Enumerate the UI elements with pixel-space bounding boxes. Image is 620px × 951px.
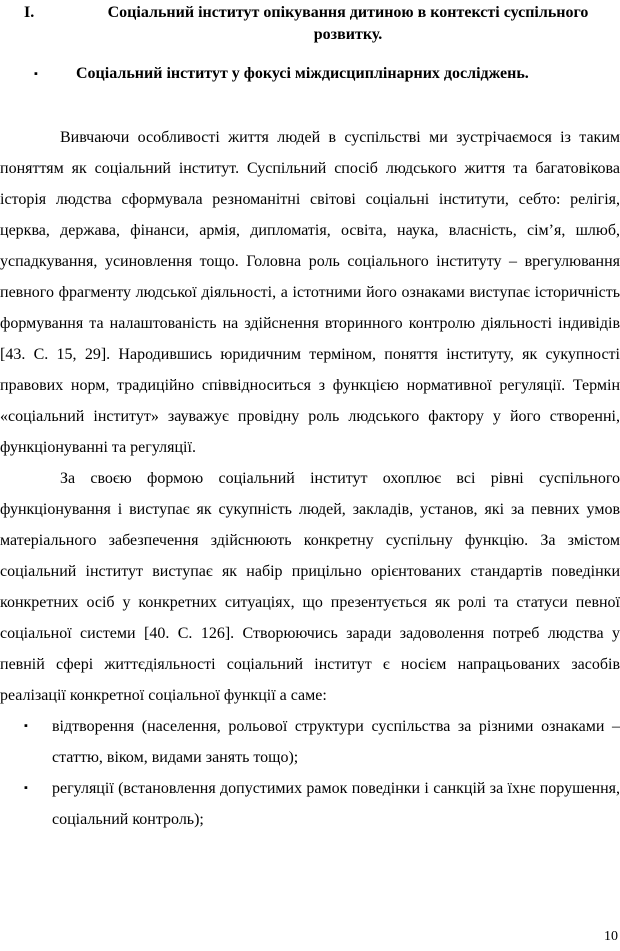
body-text	[0, 122, 620, 835]
list-item	[0, 711, 620, 773]
section-title: Соціальний інститут опікування дитиною в контексті суспільного розвитку.	[107, 4, 589, 43]
list-item-text: відтворення (населення, рольової структури суспільства за різними ознаками – статтю, віком, видами занять тощо);	[52, 718, 620, 766]
square-bullet-icon: ▪	[24, 782, 28, 794]
section-number: I.	[24, 4, 35, 21]
subsection-title: Соціальний інститут у фокусі міждисциплінарних досліджень.	[76, 65, 529, 82]
paragraph-2: За своєю формою соціальний інститут охоплює всі рівні суспільного функціонування і виступає як сукупність людей, закладів, установ, які за певних умов матеріального забезпечення здійснюють конкретну суспільну функцію. За змістом соціальний інститут виступає як набір прицільно орієнтованих стандартів поведінки конкретних осіб у конкретних ситуаціях, що презентується як ролі та статуси певної соціальної системи [40. С. 126]. Створюючись заради задоволення потреб людства у певній сфері життєдіяльності соціальний інститут є носієм напрацьованих засобів реалізації конкретної соціальної функції а саме:	[0, 470, 620, 704]
function-list	[0, 711, 620, 835]
paragraph-1: Вивчаючи особливості життя людей в суспільстві ми зустрічаємося із таким поняттям як соціальний інститут. Суспільний спосіб людського життя та багатовікова історія людства сформувала резноманітні світові соціальні інститути, себто: релігія, церква, держава, фінанси, армія, дипломатія, освіта, наука, власність, сім’я, шлюб, успадкування, усиновлення тощо. Головна роль соціального інституту – врегулювання певного фрагменту людської діяльності, а істотними його ознаками виступає історичність формування та налаштованість на здійснення вторинного контролю діяльності індивідів [43. С. 15, 29]. Народившись юридичним терміном, поняття інституту, як сукупності правових норм, традиційно співвідноситься з функцією нормативної регуляції. Термін «соціальний інститут» зауважує провідну роль людського фактору у його створенні, функціонуванні та регуляції.	[0, 129, 620, 456]
list-item-text: регуляції (встановлення допустимих рамок поведінки і санкцій за їхнє порушення, соціальний контроль);	[52, 780, 620, 828]
section-heading	[24, 2, 620, 46]
list-item	[0, 773, 620, 835]
square-bullet-icon: ▪	[24, 720, 28, 732]
page-number: 10	[604, 929, 618, 944]
subsection-heading	[34, 63, 620, 85]
square-bullet-icon: ▪	[34, 68, 38, 80]
